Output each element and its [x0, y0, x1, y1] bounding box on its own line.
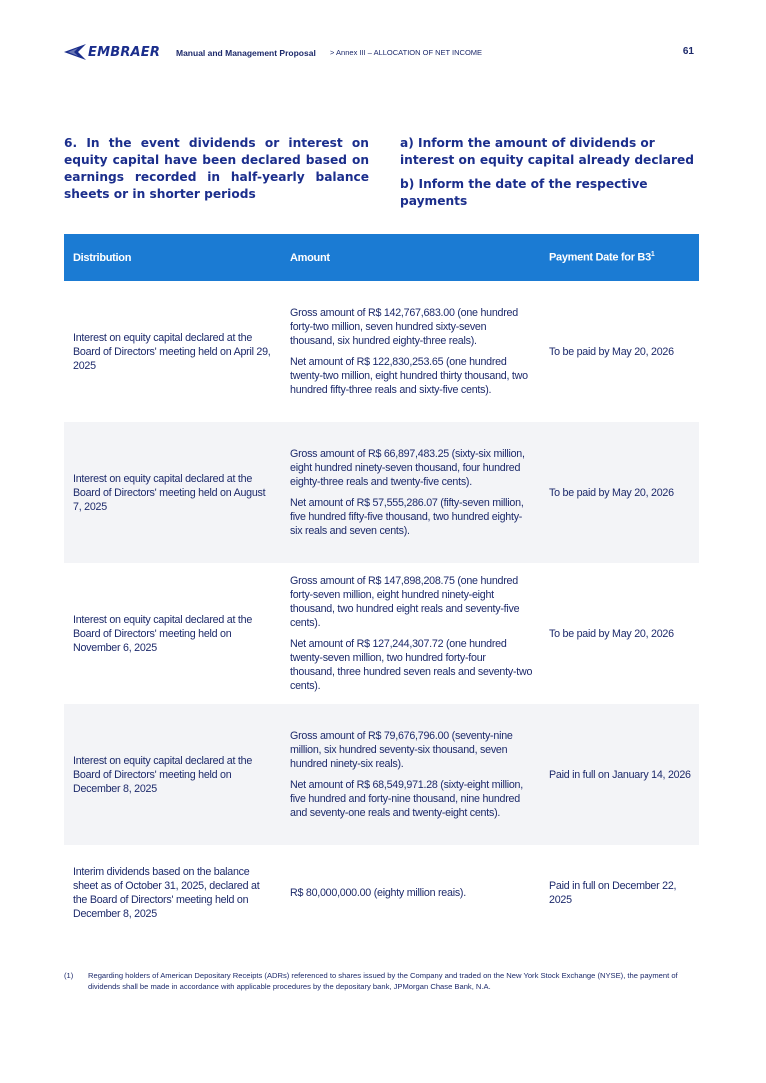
embraer-logo	[64, 44, 160, 60]
net-amount: Net amount of R$ 122,830,253.65 (one hundred twenty-two million, eight hundred thirty thousand, two hundred fifty-three reals and sixty-five cents).	[290, 356, 528, 396]
gross-amount: R$ 80,000,000.00 (eighty million reais).	[290, 886, 466, 899]
footnote-mark: (1)	[64, 971, 74, 980]
table-row	[64, 281, 699, 422]
payment-cell: To be paid by May 20, 2026	[549, 627, 674, 640]
header-distribution: Distribution	[73, 251, 132, 264]
subitem-a: a) Inform the amount of dividends or interest on equity capital already declared	[400, 136, 694, 167]
table-row	[64, 422, 699, 563]
header-payment-label: Payment Date for B3	[549, 251, 651, 264]
payment-cell: To be paid by May 20, 2026	[549, 345, 674, 358]
document-title: Manual and Management Proposal	[176, 48, 316, 58]
brand-name: EMBRAER	[88, 44, 161, 60]
table-row	[64, 845, 699, 940]
payment-cell: Paid in full on December 22, 2025	[549, 879, 677, 906]
subitem-b: b) Inform the date of the respective payments	[400, 177, 648, 208]
table-row	[64, 563, 699, 704]
gross-amount: Gross amount of R$ 147,898,208.75 (one hundred forty-seven million, eight hundred ninety-eight thousand, two hundred eight reals and seventy-five cents).	[290, 575, 520, 629]
distribution-cell: Interest on equity capital declared at the Board of Directors' meeting held on November 6, 2025	[73, 613, 253, 654]
amount-cell	[282, 729, 541, 820]
question-subitems	[400, 135, 705, 210]
page-number: 61	[682, 46, 694, 57]
amount-cell	[282, 447, 541, 538]
header-amount: Amount	[290, 251, 330, 264]
section-breadcrumb: > Annex III – ALLOCATION OF NET INCOME	[330, 48, 483, 57]
net-amount: Net amount of R$ 57,555,286.07 (fifty-seven million, five hundred fifty-five thousand, two hundred eighty-six reals and seven cents).	[290, 497, 524, 537]
table-row	[64, 704, 699, 845]
amount-cell	[282, 574, 541, 693]
amount-cell	[282, 886, 541, 900]
embraer-logo-icon	[64, 44, 86, 60]
payment-cell: To be paid by May 20, 2026	[549, 486, 674, 499]
gross-amount: Gross amount of R$ 79,676,796.00 (seventy-nine million, six hundred seventy-six thousand, seven hundred ninety-six reals).	[290, 730, 513, 770]
footnote-text: Regarding holders of American Depositary Receipts (ADRs) referenced to shares issued by the Company and traded on the New York Stock Exchange (NYSE), the payment of dividends shall be made in accordance with applicable procedures by the depositary bank, JPMorgan Chase Bank, N.A.	[88, 971, 678, 991]
amount-cell	[282, 306, 541, 397]
distribution-table	[64, 234, 699, 940]
distribution-cell: Interest on equity capital declared at the Board of Directors' meeting held on December 8, 2025	[73, 754, 253, 795]
page-header	[64, 44, 704, 66]
question-heading: 6. In the event dividends or interest on equity capital have been declared based on earnings recorded in half-yearly balance sheets or in shorter periods	[64, 136, 369, 201]
gross-amount: Gross amount of R$ 142,767,683.00 (one hundred forty-two million, seven hundred sixty-seven thousand, six hundred eighty-three reals).	[290, 307, 518, 347]
header-payment-date	[541, 251, 699, 264]
gross-amount: Gross amount of R$ 66,897,483.25 (sixty-six million, eight hundred ninety-seven thousand, four hundred eighty-three reals and twenty-five cents).	[290, 448, 525, 488]
distribution-cell: Interim dividends based on the balance sheet as of October 31, 2025, declared at the Board of Directors' meeting held on December 8, 2025	[73, 865, 260, 920]
payment-cell: Paid in full on January 14, 2026	[549, 768, 691, 781]
distribution-cell: Interest on equity capital declared at the Board of Directors' meeting held on August 7, 2025	[73, 472, 266, 513]
footnote	[64, 970, 704, 992]
net-amount: Net amount of R$ 68,549,971.28 (sixty-eight million, five hundred and forty-nine thousand, nine hundred and seventy-one reals and twenty-eight cents).	[290, 779, 523, 819]
net-amount: Net amount of R$ 127,244,307.72 (one hundred twenty-seven million, two hundred forty-four thousand, three hundred seven reals and seventy-two cents).	[290, 638, 533, 692]
distribution-cell: Interest on equity capital declared at the Board of Directors' meeting held on April 29, 2025	[73, 331, 271, 372]
footnote-ref: 1	[650, 251, 655, 259]
table-header	[64, 234, 699, 281]
